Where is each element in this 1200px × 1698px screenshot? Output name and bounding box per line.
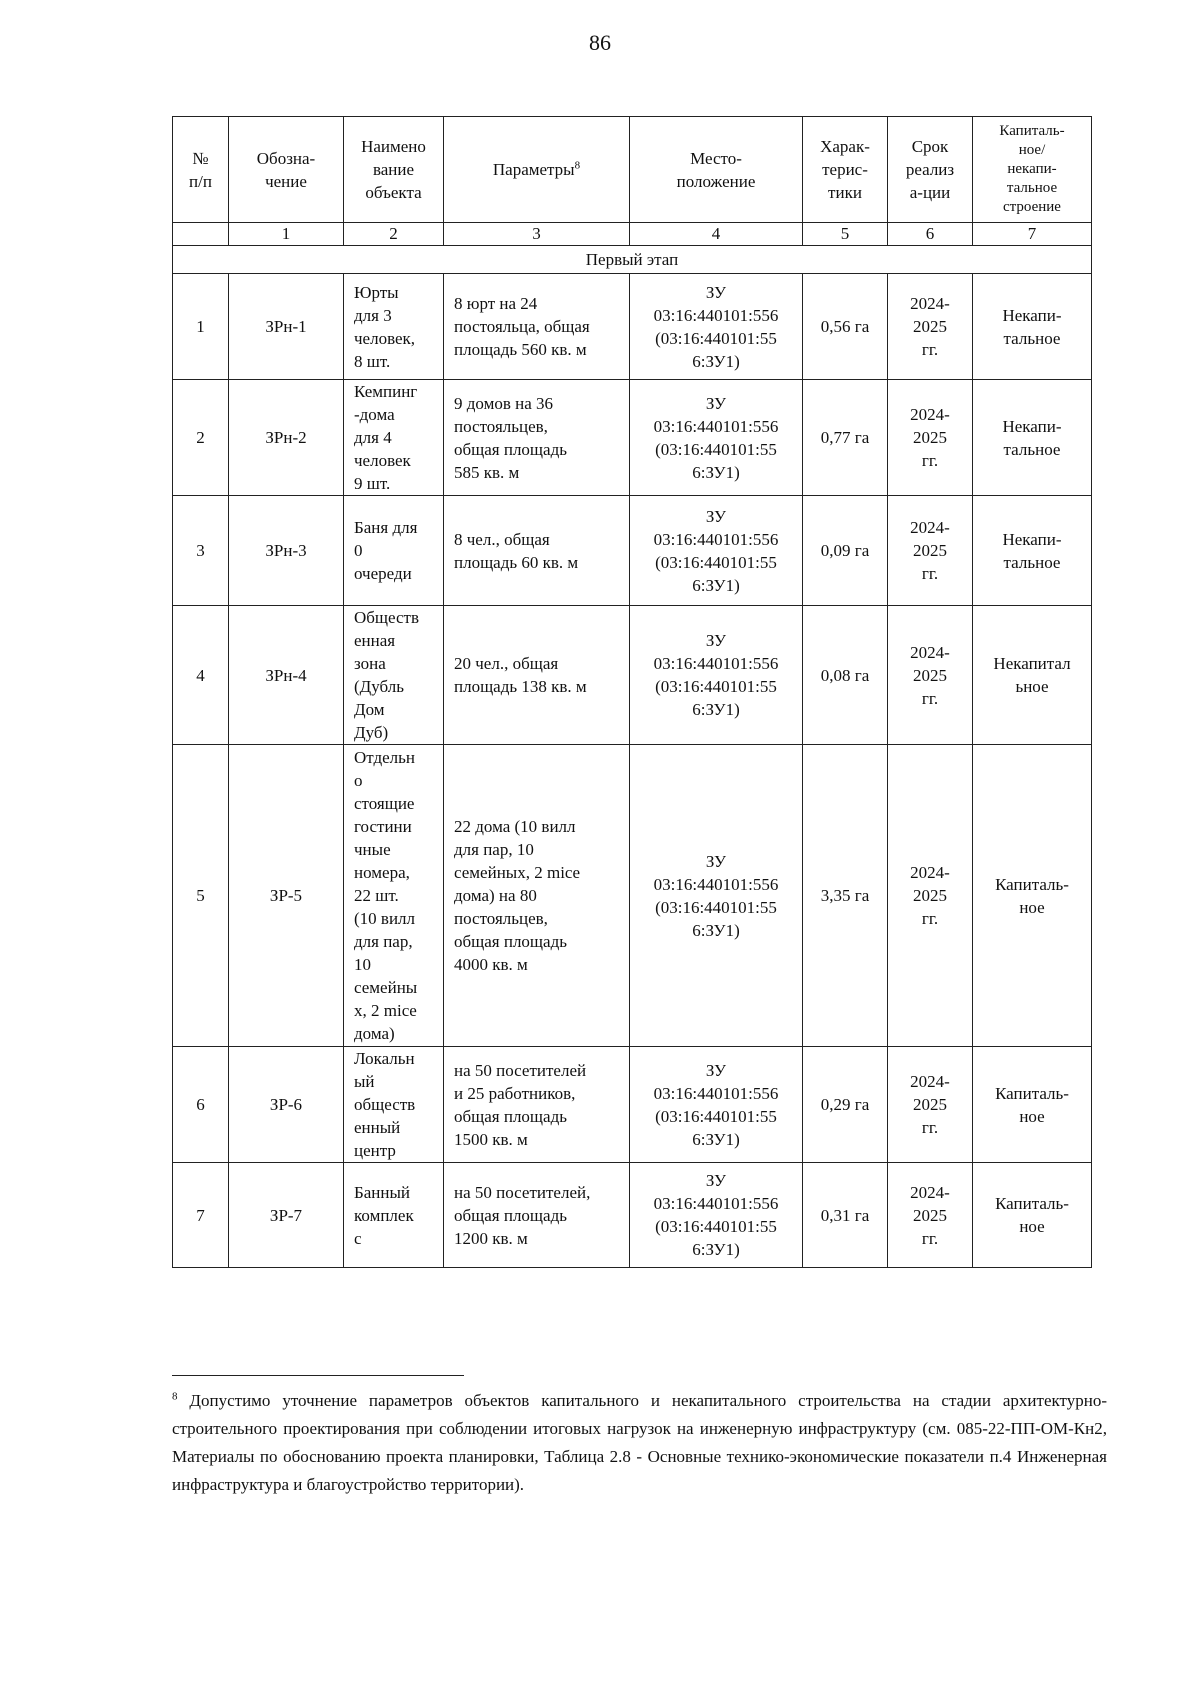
row-number: 2 — [173, 380, 229, 496]
cell-line: чные — [354, 840, 391, 859]
column-number: 7 — [973, 223, 1092, 246]
cell-line: Капиталь- — [999, 123, 1065, 139]
row-term — [888, 1047, 973, 1163]
cell-line: 2025 — [913, 1205, 947, 1225]
row-capital-type — [973, 274, 1092, 380]
cell-line: ьное — [1015, 677, 1049, 696]
cell-line: Наимено — [361, 137, 426, 156]
cell-line: тальное — [1003, 439, 1061, 459]
row-parameters — [444, 496, 630, 606]
header-row — [173, 117, 1092, 223]
cell-line: семейны — [354, 978, 418, 997]
cell-line: 1200 кв. м — [454, 1228, 528, 1248]
cell-line: 03:16:440101:556 — [653, 1083, 779, 1103]
cell-line: 8 чел., общая — [454, 529, 550, 549]
cell-line: 6:ЗУ1) — [692, 351, 740, 371]
row-number: 5 — [173, 745, 229, 1047]
cell-line: гг. — [921, 909, 939, 928]
row-object-name — [344, 274, 444, 380]
cell-line: 2024- — [910, 405, 950, 424]
cell-line: Некапи- — [1002, 416, 1062, 436]
cell-line: дома) на 80 — [454, 886, 537, 905]
cell-line: площадь 560 кв. м — [454, 340, 587, 359]
cell-line: с — [354, 1228, 362, 1248]
cell-line: гг. — [921, 688, 939, 708]
cell-line: 2025 — [913, 541, 947, 560]
cell-line: Дуб) — [354, 723, 389, 742]
row-location — [630, 745, 803, 1047]
cell-line: человек — [354, 451, 411, 470]
row-term — [888, 606, 973, 745]
cell-line: (03:16:440101:55 — [655, 552, 777, 572]
cell-line: стоящие — [354, 794, 415, 813]
column-number: 1 — [229, 223, 344, 246]
cell-line: 2024- — [910, 642, 950, 662]
table-row — [173, 745, 1092, 1047]
row-object-name — [344, 745, 444, 1047]
row-number: 7 — [173, 1163, 229, 1268]
cell-line: гг. — [921, 1228, 939, 1248]
table-row — [173, 496, 1092, 606]
cell-line: енный — [354, 1118, 401, 1137]
cell-line: положение — [676, 171, 756, 191]
row-term — [888, 1163, 973, 1268]
cell-line: постояльцев, — [454, 416, 548, 436]
cell-line: центр — [354, 1141, 396, 1160]
cell-line: чение — [265, 171, 307, 191]
cell-line: гостини — [354, 817, 412, 836]
cell-line: (03:16:440101:55 — [655, 897, 777, 917]
row-code: ЗР-6 — [229, 1047, 344, 1163]
cell-line: 9 шт. — [354, 474, 391, 493]
cell-line: Обозна- — [256, 148, 316, 168]
cell-line: гг. — [921, 451, 939, 470]
row-number: 6 — [173, 1047, 229, 1163]
row-area: 0,09 га — [803, 496, 888, 606]
cell-line: 0 — [354, 541, 363, 560]
row-code: ЗРн-3 — [229, 496, 344, 606]
row-area: 0,77 га — [803, 380, 888, 496]
row-number: 1 — [173, 274, 229, 380]
cell-line: ый — [354, 1072, 375, 1091]
cell-line: 2024- — [910, 1182, 950, 1202]
cell-line: 03:16:440101:556 — [653, 874, 779, 894]
cell-line: реализ — [905, 160, 955, 179]
cell-line: для пар, 10 — [454, 840, 534, 859]
footnote-divider — [172, 1375, 464, 1376]
cell-line: 2025 — [913, 665, 947, 685]
column-number: 6 — [888, 223, 973, 246]
footnote — [172, 1387, 1107, 1499]
cell-line: 2025 — [913, 886, 947, 905]
row-area: 0,56 га — [803, 274, 888, 380]
cell-line: (10 вилл — [354, 909, 416, 928]
cell-line: ЗУ — [705, 506, 727, 526]
cell-line: -дома — [354, 405, 395, 424]
row-number: 3 — [173, 496, 229, 606]
column-number: 4 — [630, 223, 803, 246]
table-row — [173, 1047, 1092, 1163]
header-term — [888, 117, 973, 223]
table-row — [173, 1163, 1092, 1268]
cell-line: Локальн — [354, 1049, 415, 1068]
cell-line: и 25 работников, — [454, 1083, 576, 1103]
cell-line: 10 — [354, 955, 371, 974]
column-number: 5 — [803, 223, 888, 246]
cell-line: 22 дома (10 вилл — [454, 817, 576, 836]
cell-line: для 3 — [354, 305, 392, 325]
row-parameters — [444, 606, 630, 745]
header-capital — [973, 117, 1092, 223]
cell-line: на 50 посетителей, — [454, 1182, 591, 1202]
header-name — [344, 117, 444, 223]
row-object-name — [344, 606, 444, 745]
row-object-name — [344, 496, 444, 606]
header-location — [630, 117, 803, 223]
row-parameters — [444, 1163, 630, 1268]
cell-line: о — [354, 771, 363, 790]
cell-line: человек, — [354, 328, 416, 348]
cell-line: (03:16:440101:55 — [655, 677, 777, 696]
cell-line: 03:16:440101:556 — [653, 529, 779, 549]
row-capital-type — [973, 496, 1092, 606]
cell-line: обществ — [354, 1095, 416, 1114]
row-area: 3,35 га — [803, 745, 888, 1047]
page-number: 86 — [589, 30, 611, 55]
cell-line: тальное — [1006, 180, 1058, 196]
cell-line: ЗУ — [705, 851, 727, 871]
row-location — [630, 496, 803, 606]
cell-line: № — [192, 148, 209, 168]
cell-line: гг. — [921, 1118, 939, 1137]
cell-line: Некапи- — [1002, 529, 1062, 549]
row-area: 0,08 га — [803, 606, 888, 745]
cell-line: зона — [354, 654, 386, 673]
cell-line: 4000 кв. м — [454, 955, 528, 974]
cell-line: общая площадь — [454, 1205, 567, 1225]
cell-line: общая площадь — [454, 439, 567, 459]
row-term — [888, 745, 973, 1047]
cell-line: дома) — [354, 1024, 395, 1043]
footnote-text: Допустимо уточнение параметров объектов капитального и некапитального строительства на стадии архитектурно-строительного проектирования при соблюдении итоговых нагрузок на инженерную инфраструктуру (см. 085-22-ПП-ОМ-Кн2, Материалы по обоснованию проекта планировки, Таблица 2.8 - Основные технико-экономические показатели п.4 Инженерная инфраструктура и благоустройство территории). — [172, 1391, 1108, 1494]
row-code: ЗРн-1 — [229, 274, 344, 380]
cell-line: 2024- — [910, 1072, 950, 1091]
cell-line: общая площадь — [454, 1106, 567, 1126]
cell-line: ное — [1019, 1106, 1045, 1126]
cell-line: для 4 — [354, 428, 392, 447]
row-capital-type — [973, 380, 1092, 496]
cell-line: ное — [1019, 897, 1045, 917]
cell-line: на 50 посетителей — [454, 1060, 587, 1080]
cell-line: 6:ЗУ1) — [692, 700, 740, 719]
cell-line: 8 шт. — [354, 351, 391, 371]
row-location — [630, 606, 803, 745]
table-row — [173, 380, 1092, 496]
column-number — [173, 223, 229, 246]
cell-line: 2024- — [910, 863, 950, 882]
header-params-label: Параметры — [492, 160, 575, 179]
cell-line: (03:16:440101:55 — [655, 1106, 777, 1126]
row-parameters — [444, 274, 630, 380]
cell-line: общая площадь — [454, 932, 567, 951]
cell-line: ЗУ — [705, 282, 727, 302]
cell-line: 6:ЗУ1) — [692, 920, 740, 940]
cell-line: (03:16:440101:55 — [655, 328, 777, 348]
cell-line: 1500 кв. м — [454, 1129, 528, 1149]
cell-line: Юрты — [354, 282, 399, 302]
cell-line: гг. — [921, 340, 939, 359]
row-location — [630, 1047, 803, 1163]
cell-line: 2024- — [910, 294, 950, 313]
cell-line: Банный — [354, 1182, 411, 1202]
row-object-name — [344, 380, 444, 496]
header-characteristics — [803, 117, 888, 223]
row-capital-type — [973, 745, 1092, 1047]
row-number: 4 — [173, 606, 229, 745]
cell-line: строение — [1003, 199, 1061, 215]
cell-line: 2024- — [910, 518, 950, 537]
cell-line: Некапитал — [993, 654, 1071, 673]
row-location — [630, 1163, 803, 1268]
cell-line: 8 юрт на 24 — [454, 294, 538, 313]
cell-line: Капиталь- — [995, 1083, 1069, 1103]
cell-line: Харак- — [820, 137, 870, 156]
cell-line: 03:16:440101:556 — [653, 305, 779, 325]
row-parameters — [444, 745, 630, 1047]
cell-line: площадь 60 кв. м — [454, 552, 579, 572]
cell-line: семейных, 2 mice — [454, 863, 581, 882]
row-area: 0,31 га — [803, 1163, 888, 1268]
cell-line: постояльца, общая — [454, 317, 590, 336]
cell-line: ЗУ — [705, 393, 727, 413]
cell-line: ЗУ — [705, 631, 727, 650]
cell-line: Обществ — [354, 608, 419, 627]
cell-line: комплек — [354, 1205, 414, 1225]
cell-line: п/п — [189, 171, 212, 191]
cell-line: объекта — [365, 183, 422, 202]
cell-line: 6:ЗУ1) — [692, 1129, 740, 1149]
cell-line: а-ции — [909, 183, 951, 202]
column-number: 3 — [444, 223, 630, 246]
footnote-mark: 8 — [172, 1390, 178, 1403]
cell-line: Место- — [690, 148, 742, 168]
cell-line: некапи- — [1007, 161, 1057, 177]
cell-line: 585 кв. м — [454, 462, 520, 482]
cell-line: ЗУ — [705, 1171, 727, 1190]
header-code — [229, 117, 344, 223]
header-num — [173, 117, 229, 223]
cell-line: вание — [372, 160, 415, 179]
objects-table — [172, 116, 1092, 1268]
row-capital-type — [973, 606, 1092, 745]
row-capital-type — [973, 1047, 1092, 1163]
stage-title: Первый этап — [173, 246, 1092, 274]
cell-line: 6:ЗУ1) — [692, 1240, 740, 1259]
row-object-name — [344, 1047, 444, 1163]
table-body — [173, 274, 1092, 1268]
table-row — [173, 606, 1092, 745]
cell-line: Дом — [354, 700, 385, 719]
cell-line: 03:16:440101:556 — [653, 654, 779, 673]
cell-line: Срок — [911, 137, 949, 156]
cell-line: (Дубль — [354, 677, 404, 696]
row-term — [888, 274, 973, 380]
cell-line: терис- — [822, 160, 868, 179]
row-parameters — [444, 380, 630, 496]
cell-line: енная — [354, 631, 396, 650]
row-area: 0,29 га — [803, 1047, 888, 1163]
row-code: ЗРн-2 — [229, 380, 344, 496]
row-object-name — [344, 1163, 444, 1268]
row-parameters — [444, 1047, 630, 1163]
cell-line: 2025 — [913, 428, 947, 447]
table-row — [173, 274, 1092, 380]
cell-line: (03:16:440101:55 — [655, 439, 777, 459]
header-params — [444, 117, 630, 223]
cell-line: ное — [1019, 1217, 1045, 1236]
cell-line: 6:ЗУ1) — [692, 462, 740, 482]
row-code: ЗР-5 — [229, 745, 344, 1047]
row-location — [630, 274, 803, 380]
stage-row — [173, 246, 1092, 274]
cell-line: номера, — [354, 863, 410, 882]
cell-line: 2025 — [913, 1095, 947, 1114]
row-code: ЗРн-4 — [229, 606, 344, 745]
cell-line: 22 шт. — [354, 886, 399, 905]
cell-line: Капиталь- — [995, 874, 1069, 894]
cell-line: 2025 — [913, 317, 947, 336]
column-numbers-row — [173, 223, 1092, 246]
cell-line: тики — [828, 183, 862, 202]
row-term — [888, 380, 973, 496]
cell-line: ное/ — [1018, 142, 1046, 158]
cell-line: для пар, — [354, 932, 413, 951]
cell-line: тальное — [1003, 552, 1061, 572]
cell-line: 20 чел., общая — [454, 654, 559, 673]
row-term — [888, 496, 973, 606]
row-location — [630, 380, 803, 496]
cell-line: Отдельн — [354, 748, 416, 767]
footnote-ref: 8 — [574, 159, 581, 172]
cell-line: Некапи- — [1002, 305, 1062, 325]
cell-line: х, 2 mice — [354, 1001, 417, 1020]
cell-line: 9 домов на 36 — [454, 393, 554, 413]
column-number: 2 — [344, 223, 444, 246]
cell-line: площадь 138 кв. м — [454, 677, 587, 696]
cell-line: Капиталь- — [995, 1194, 1069, 1213]
cell-line: (03:16:440101:55 — [655, 1217, 777, 1236]
cell-line: очереди — [354, 564, 412, 583]
cell-line: Кемпинг — [354, 382, 418, 401]
cell-line: постояльцев, — [454, 909, 548, 928]
cell-line: ЗУ — [705, 1060, 727, 1080]
cell-line: Баня для — [354, 518, 418, 537]
cell-line: 6:ЗУ1) — [692, 575, 740, 595]
cell-line: тальное — [1003, 328, 1061, 348]
row-capital-type — [973, 1163, 1092, 1268]
cell-line: 03:16:440101:556 — [653, 416, 779, 436]
row-code: ЗР-7 — [229, 1163, 344, 1268]
cell-line: гг. — [921, 564, 939, 583]
cell-line: 03:16:440101:556 — [653, 1194, 779, 1213]
